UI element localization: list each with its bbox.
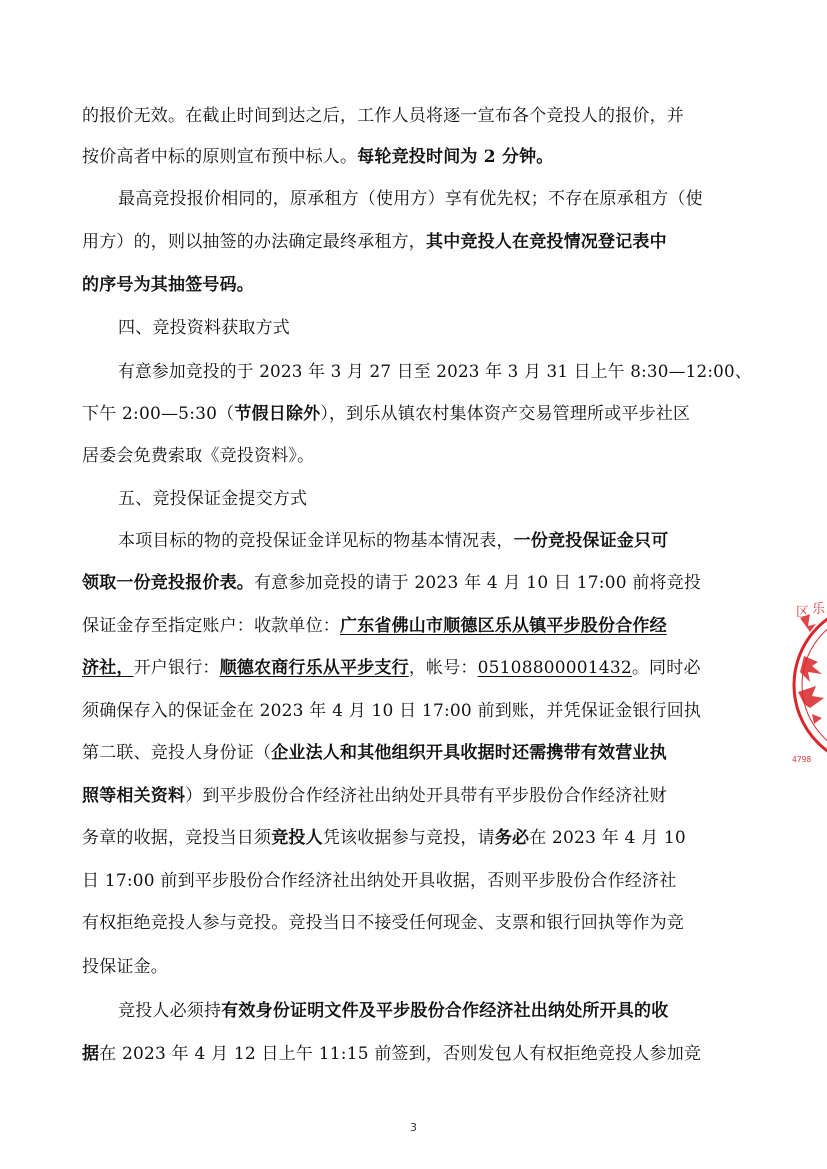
red-seal-stamp [790,596,827,774]
bold-text-segment: 有效身份证明文件及平步股份合作经济社出纳处所开具的收 [221,1001,669,1021]
text-line [118,487,752,511]
text-line [82,784,752,808]
text-line [82,869,752,893]
text-line [82,230,752,254]
text-segment: 用方）的，则以抽签的办法确定最终承租方， [82,232,426,252]
svg-text:区: 区 [796,605,810,620]
text-segment: 有意参加竞投的于 2023 年 3 月 27 日至 2023 年 3 月 31 日上午 8:30—12:00、 [118,362,752,382]
bold-text-segment: 济社， [82,658,134,678]
text-segment: 凭该收据参与竞投，请 [322,828,495,848]
text-line [82,1042,752,1066]
text-line [118,316,752,340]
bold-text-segment: 照等相关资料 [82,786,186,806]
bold-text-segment: 企业法人和其他组织开具收据时还需携带有效营业执 [271,743,667,763]
text-segment: 按价高者中标的原则宣布预中标人。 [82,147,358,167]
page-number: 3 [410,1121,417,1134]
bold-text-segment: 的序号为其抽签号码。 [82,275,254,295]
text-segment: 五、竞投保证金提交方式 [118,489,308,509]
text-segment: ），到乐从镇农村集体资产交易管理所或平步社区 [320,404,691,424]
text-line [118,529,752,553]
text-line [82,571,752,595]
bold-text-segment: 广东省佛山市顺德区乐从镇平步股份合作经 [340,616,667,636]
bold-text-segment: 据 [82,1044,100,1064]
text-segment: 第二联、竞投人身份证（ [82,743,272,763]
text-line [82,145,752,169]
text-segment: ）到平步股份合作经济社出纳处开具带有平步股份合作经济社财 [185,786,667,806]
text-line [118,999,752,1023]
bold-text-segment: 竞投人 [271,828,323,848]
text-segment: 居委会免费索取《竞投资料》。 [82,446,315,466]
svg-text:乐: 乐 [812,602,826,617]
text-segment: 须确保存入的保证金在 2023 年 4 月 10 日 17:00 前到账，并凭保证金银行回执 [82,701,702,721]
text-segment: 下午 2:00—5:30（ [82,404,235,424]
bold-text-segment: 务必 [494,828,530,848]
text-segment: 本项目标的物的竞投保证金详见标的物基本情况表， [118,531,514,551]
text-line [82,741,752,765]
text-segment: 05108800001432 [477,658,632,678]
bold-text-segment: 顺德农商行乐从平步支行 [219,658,409,678]
svg-text:4798: 4798 [792,755,812,764]
bold-text-segment: 每轮竞投时间为 2 分钟。 [357,147,554,167]
text-segment: 有意参加竞投的请于 2023 年 4 月 10 日 17:00 前将竞投 [254,573,702,593]
text-segment: 在 2023 年 4 月 10 [529,828,686,848]
text-line [82,402,752,426]
text-line [82,955,752,979]
text-line [82,273,752,297]
text-line [82,826,752,850]
text-segment: 投保证金。 [82,957,168,977]
text-line [82,656,752,680]
text-segment: 务章的收据，竞投当日须 [82,828,272,848]
bold-text-segment: 节假日除外 [234,404,321,424]
text-line [118,360,752,384]
text-line [118,187,752,211]
text-segment: 四、竞投资料获取方式 [118,318,290,338]
text-line [82,699,752,723]
text-segment: 有权拒绝竞投人参与竞投。竞投当日不接受任何现金、支票和银行回执等作为竞 [82,913,684,933]
text-segment: 开户银行： [133,658,220,678]
text-line [82,444,752,468]
text-segment: 日 17:00 前到平步股份合作经济社出纳处开具收据，否则平步股份合作经济社 [82,871,677,891]
text-segment: 保证金存至指定账户：收款单位： [82,616,340,636]
bold-text-segment: 领取一份竞投报价表。 [82,573,254,593]
bold-text-segment: 一份竞投保证金只可 [513,531,669,551]
text-segment: 的报价无效。在截止时间到达之后，工作人员将逐一宣布各个竞投人的报价，并 [82,106,684,126]
text-segment: 。同时必 [631,658,701,678]
text-segment: 竞投人必须持 [118,1001,222,1021]
text-line [82,911,752,935]
text-line [82,614,752,638]
text-line [82,104,752,128]
text-segment: 最高竞投报价相同的，原承租方（使用方）享有优先权；不存在原承租方（使 [118,189,703,209]
text-segment: 在 2023 年 4 月 12 日上午 11:15 前签到，否则发包人有权拒绝竞投人参加竞 [99,1044,702,1064]
text-segment: ，帐号： [408,658,478,678]
bold-text-segment: 其中竞投人在竞投情况登记表中 [426,232,667,252]
